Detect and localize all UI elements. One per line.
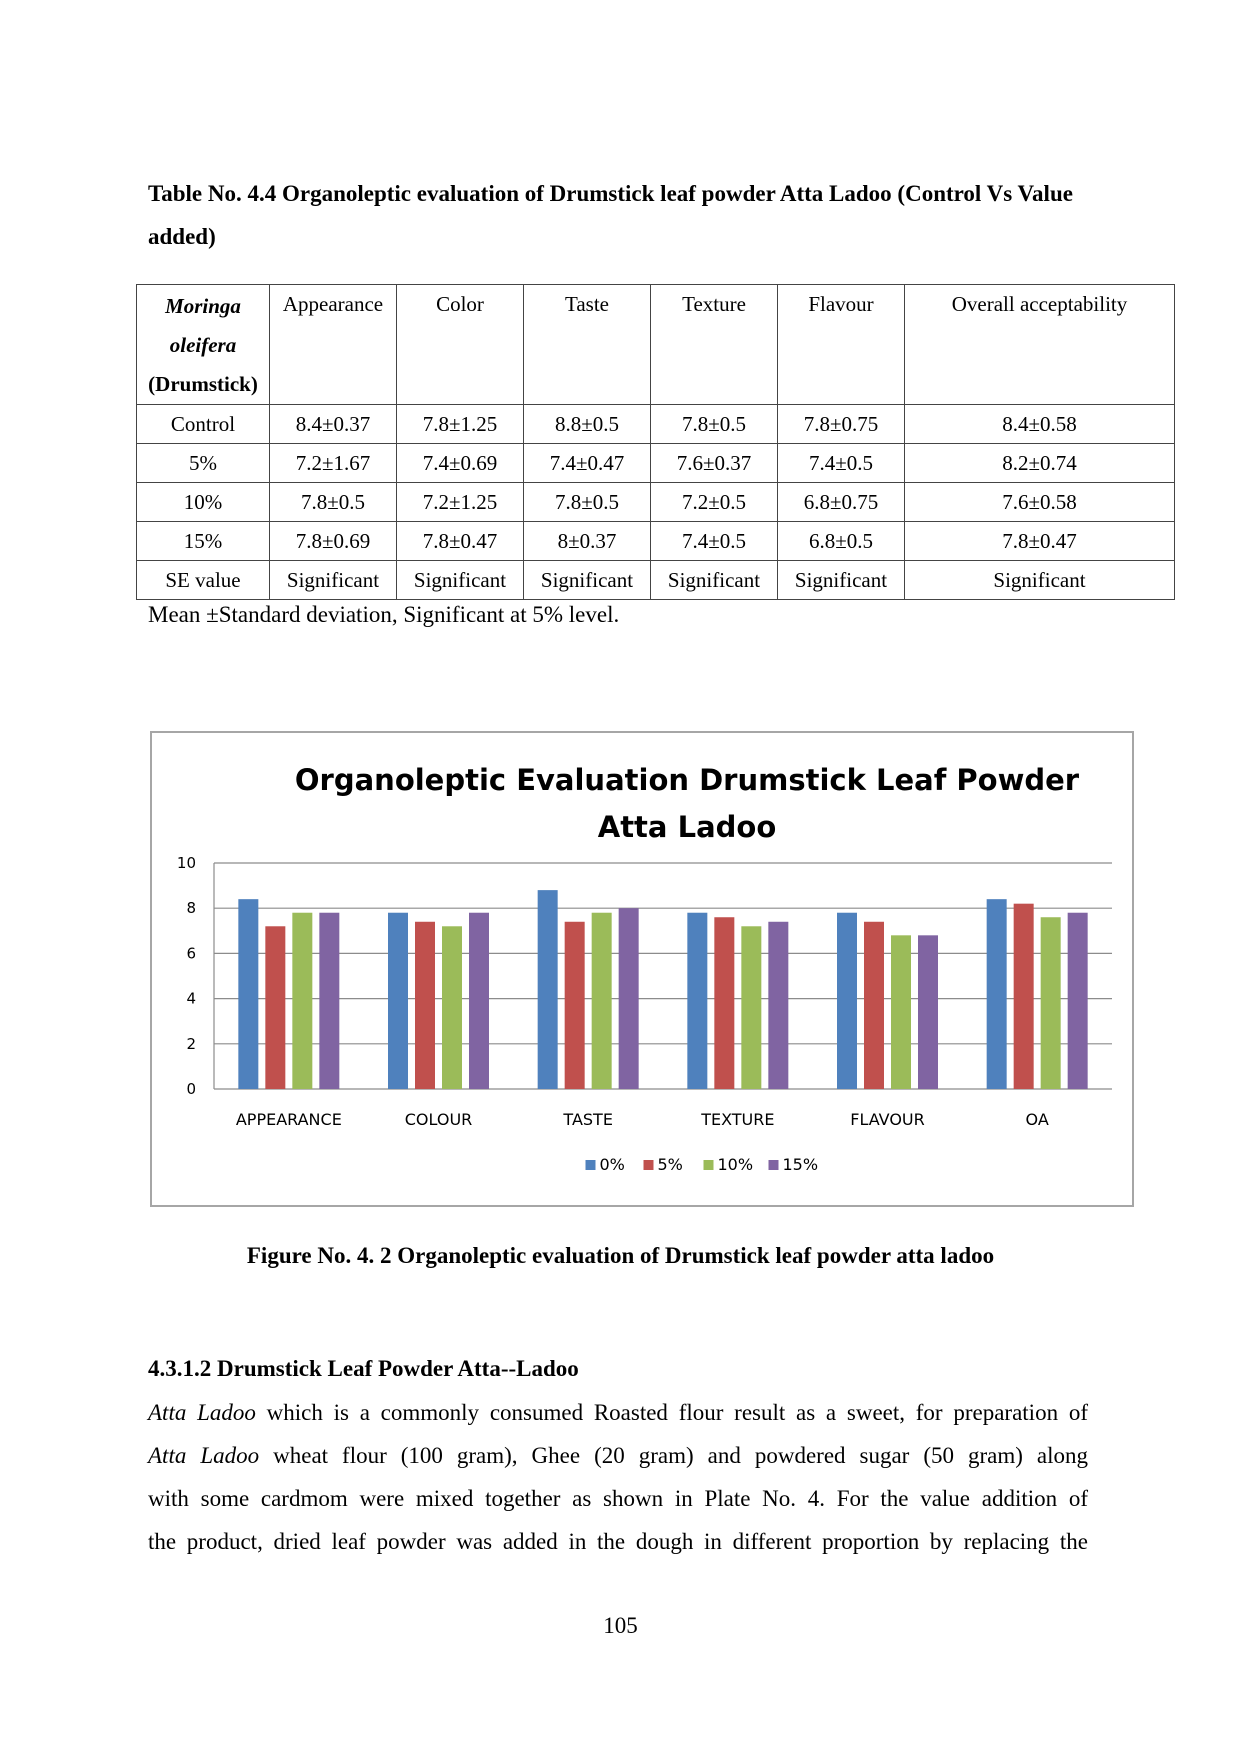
table-cell: 8.2±0.74 [905, 444, 1175, 483]
legend-label: 15% [782, 1155, 819, 1174]
table-cell: 7.6±0.58 [905, 483, 1175, 522]
bar-10%-texture [741, 926, 761, 1089]
table-row [137, 561, 1175, 600]
table-caption: Table No. 4.4 Organoleptic evaluation of Drumstick leaf powder Atta Ladoo (Control Vs Value added) [148, 181, 1073, 249]
x-category-label: TEXTURE [701, 1110, 775, 1129]
row-label: 10% [137, 483, 270, 522]
table-corner-header [137, 285, 270, 405]
table-cell: 8.4±0.58 [905, 405, 1175, 444]
paragraph-line [148, 1434, 1088, 1477]
column-header: Texture [651, 285, 778, 405]
table-cell: 6.8±0.75 [778, 483, 905, 522]
table-cell: 8.8±0.5 [524, 405, 651, 444]
table-cell: 7.4±0.47 [524, 444, 651, 483]
y-tick-label: 4 [186, 989, 196, 1008]
chart-gridlines [214, 863, 1112, 1089]
y-tick-label: 8 [186, 899, 196, 918]
table-cell: 7.2±0.5 [651, 483, 778, 522]
bar-15%-texture [768, 922, 788, 1089]
x-category-label: APPEARANCE [235, 1110, 342, 1129]
bar-0%-taste [538, 890, 558, 1089]
legend-swatch [644, 1160, 654, 1170]
table-row [137, 483, 1175, 522]
bar-5%-taste [565, 922, 585, 1089]
paragraph-line [148, 1477, 1088, 1520]
y-tick-label: 10 [176, 854, 196, 872]
paragraph-line [148, 1391, 1088, 1434]
table-cell: 7.2±1.25 [397, 483, 524, 522]
bar-5%-appearance [265, 926, 285, 1089]
table-header-row [137, 285, 1175, 405]
table-cell: 7.4±0.5 [651, 522, 778, 561]
bar-10%-oa [1041, 917, 1061, 1089]
bar-10%-appearance [292, 913, 312, 1089]
line-text: with some cardmom were mixed together as shown in Plate No. 4. For the value addition of [148, 1486, 1088, 1511]
legend-swatch [704, 1160, 714, 1170]
line-text: the product, dried leaf powder was added in the dough in different proportion by replacing the [148, 1529, 1088, 1554]
line-text: which is a commonly consumed Roasted flour result as a sweet, for preparation of [255, 1400, 1088, 1425]
table-cell: 6.8±0.5 [778, 522, 905, 561]
bar-5%-colour [415, 922, 435, 1089]
column-header: Flavour [778, 285, 905, 405]
chart-title-line-2: Atta Ladoo [597, 810, 777, 844]
figure-caption: Figure No. 4. 2 Organoleptic evaluation of Drumstick leaf powder atta ladoo [246, 1243, 995, 1268]
table-cell: Significant [778, 561, 905, 600]
chart-bars [238, 890, 1087, 1089]
table-cell: Significant [905, 561, 1175, 600]
table-cell: Significant [651, 561, 778, 600]
bar-15%-taste [619, 908, 639, 1089]
table-cell: 7.8±0.47 [397, 522, 524, 561]
common-name: (Drumstick) [148, 372, 258, 396]
table-row [137, 444, 1175, 483]
emphasis-text: Atta Ladoo [148, 1400, 256, 1425]
y-tick-label: 0 [186, 1080, 196, 1098]
bar-chart [150, 731, 1134, 1207]
table-cell: 7.4±0.5 [778, 444, 905, 483]
legend-label: 0% [599, 1155, 625, 1174]
column-header: Color [397, 285, 524, 405]
emphasis-text: Atta Ladoo [148, 1443, 260, 1468]
table-cell: Significant [270, 561, 397, 600]
table-cell: 7.6±0.37 [651, 444, 778, 483]
species-name: Moringa oleifera [165, 294, 241, 357]
bar-10%-taste [592, 913, 612, 1089]
y-tick-label: 6 [186, 944, 196, 963]
row-label: 5% [137, 444, 270, 483]
bar-0%-colour [388, 913, 408, 1089]
line-text: wheat flour (100 gram), Ghee (20 gram) and powdered sugar (50 gram) along [259, 1443, 1088, 1468]
column-header: Appearance [270, 285, 397, 405]
row-label: 15% [137, 522, 270, 561]
table-cell: 7.8±0.5 [524, 483, 651, 522]
bar-5%-flavour [864, 922, 884, 1089]
table-cell: 7.2±1.67 [270, 444, 397, 483]
table-cell: Significant [524, 561, 651, 600]
bar-5%-texture [714, 917, 734, 1089]
table-row [137, 405, 1175, 444]
column-header: Overall acceptability [905, 285, 1175, 405]
bar-10%-flavour [891, 935, 911, 1089]
x-category-label: COLOUR [404, 1110, 473, 1129]
table-cell: 8±0.37 [524, 522, 651, 561]
x-category-label: OA [1025, 1110, 1049, 1129]
table-cell: 7.4±0.69 [397, 444, 524, 483]
section-heading: 4.3.1.2 Drumstick Leaf Powder Atta--Ladoo [148, 1356, 579, 1381]
paragraph-line [148, 1520, 1088, 1563]
legend-label: 10% [717, 1155, 754, 1174]
bar-0%-oa [987, 899, 1007, 1089]
chart-legend [586, 1155, 819, 1174]
table-cell: 7.8±1.25 [397, 405, 524, 444]
table-cell: Significant [397, 561, 524, 600]
table-cell: 7.8±0.5 [651, 405, 778, 444]
y-tick-label: 2 [186, 1034, 196, 1053]
bar-0%-texture [687, 913, 707, 1089]
bar-10%-colour [442, 926, 462, 1089]
legend-label: 5% [657, 1155, 683, 1174]
bar-0%-appearance [238, 899, 258, 1089]
bar-0%-flavour [837, 913, 857, 1089]
table-cell: 7.8±0.5 [270, 483, 397, 522]
page-number: 105 [603, 1613, 638, 1638]
legend-swatch [769, 1160, 779, 1170]
table-cell: 7.8±0.69 [270, 522, 397, 561]
x-category-label: TASTE [563, 1110, 613, 1129]
row-label: SE value [137, 561, 270, 600]
chart-title-line-1: Organoleptic Evaluation Drumstick Leaf Powder [294, 763, 1080, 797]
table-cell: 7.8±0.47 [905, 522, 1175, 561]
bar-15%-flavour [918, 935, 938, 1089]
body-paragraph [148, 1391, 1088, 1563]
row-label: Control [137, 405, 270, 444]
x-category-label: FLAVOUR [850, 1110, 925, 1129]
table-cell: 7.8±0.75 [778, 405, 905, 444]
bar-5%-oa [1014, 904, 1034, 1089]
evaluation-table [136, 284, 1175, 600]
chart-canvas [152, 733, 1132, 1205]
table-row [137, 522, 1175, 561]
column-header: Taste [524, 285, 651, 405]
bar-15%-oa [1068, 913, 1088, 1089]
legend-swatch [586, 1160, 596, 1170]
bar-15%-colour [469, 913, 489, 1089]
table-cell: 8.4±0.37 [270, 405, 397, 444]
bar-15%-appearance [319, 913, 339, 1089]
table-note: Mean ±Standard deviation, Significant at 5% level. [148, 602, 620, 627]
